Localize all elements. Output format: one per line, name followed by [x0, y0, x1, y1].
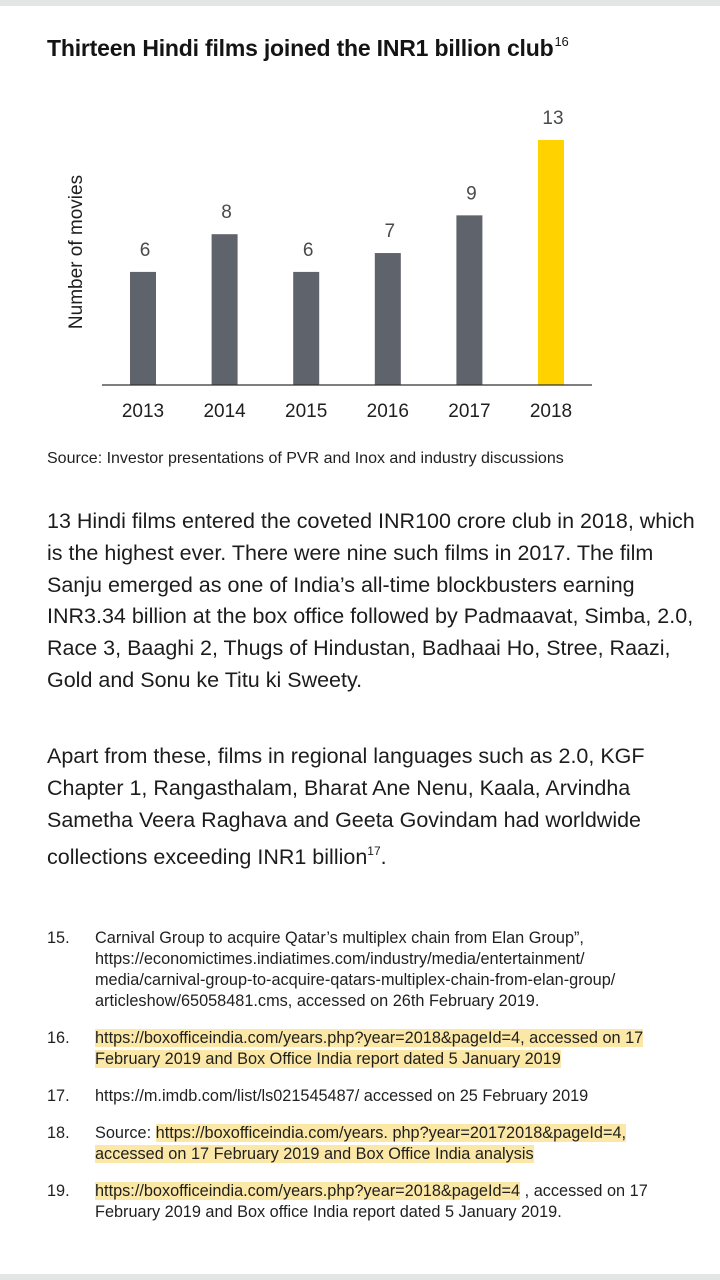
footnote-link[interactable]: https://boxofficeindia.com/years. php?year=20172018&pageId=4, accessed on 17 February 2019 and Box Office India analysis: [95, 1124, 627, 1163]
footnote-18: [47, 1123, 687, 1165]
footnote-number: 15.: [47, 929, 70, 947]
top-border: [0, 0, 720, 6]
bar-2014: [212, 234, 238, 385]
bar-2017: [456, 215, 482, 385]
bottom-border: [0, 1274, 720, 1280]
x-tick-label-2017: 2017: [448, 401, 491, 422]
footnotes-list: [47, 928, 687, 1239]
x-tick-label-2013: 2013: [121, 401, 165, 422]
data-label-2015: 6: [302, 239, 314, 261]
footnote-link[interactable]: https://boxofficeindia.com/years.php?year=2018&pageId=4: [95, 1182, 521, 1200]
footnote-link[interactable]: https://boxofficeindia.com/years.php?year=2018&pageId=4, accessed on 17 February 2019 and Box Office India report dated 5 January 2019: [95, 1029, 644, 1068]
data-label-2014: 8: [221, 202, 232, 224]
x-tick-label-2015: 2015: [285, 401, 328, 422]
footnote-15: [47, 928, 687, 1012]
x-tick-label-2018: 2018: [529, 401, 573, 422]
footnote-17: [47, 1086, 687, 1107]
bar-2016: [375, 253, 401, 385]
footnote-19: [47, 1181, 687, 1223]
bar-group: [122, 108, 572, 422]
footnote-ref-17[interactable]: 17: [367, 844, 381, 859]
paragraph-regional-films: Apart from these, films in regional languages such as 2.0, KGF Chapter 1, Rangasthalam, Bharat Ane Nenu, Kaala, Arvindha Sametha Veera Raghava and Geeta Govindam had worldwide collections exceeding INR1 billion$^{17}$.: [47, 744, 645, 870]
source-note: Source: Investor presentations of PVR and Inox and industry discussions: [47, 450, 564, 467]
data-label-2013: 6: [139, 239, 151, 261]
y-axis-label: Number of movies: [66, 174, 87, 330]
bar-2018: [538, 140, 564, 385]
bar-chart: [0, 90, 720, 430]
data-label-2016: 7: [384, 221, 396, 243]
x-tick-label-2014: 2014: [203, 401, 246, 422]
bar-2015: [293, 272, 319, 385]
title-footnote-ref[interactable]: 16: [554, 34, 569, 49]
footnote-number: 18.: [47, 1124, 70, 1142]
footnote-text[interactable]: Carnival Group to acquire Qatar’s multiplex chain from Elan Group”, https://economictimes.indiatimes.com/industry/media/entertainment/ media/carnival-group-to-acquire-qatars-multiplex-chain-from-elan-group/ articleshow/65058481.cms, accessed on 26th February 2019.: [95, 929, 616, 1010]
footnote-number: 19.: [47, 1182, 70, 1200]
footnote-prefix: Source:: [95, 1124, 156, 1142]
paragraph-box-office: 13 Hindi films entered the coveted INR100 crore club in 2018, which is the highest ever. There were nine such films in 2017. The film Sanju emerged as one of India’s all-time blockbusters earning INR3.34 billion at the box office followed by Padmaavat, Simba, 2.0, Race 3, Baaghi 2, Thugs of Hindustan, Badhaai Ho, Stree, Raazi, Gold and Sonu ke Titu ki Sweety.: [47, 509, 695, 692]
footnote-number: 17.: [47, 1087, 70, 1105]
footnote-suffix: , accessed on 17 February 2019 and Box office India report dated 5 January 2019.: [95, 1182, 648, 1221]
chart-title: Thirteen Hindi films joined the INR1 billion club$^{16}$: [47, 34, 569, 61]
footnote-number: 16.: [47, 1029, 70, 1047]
x-tick-label-2016: 2016: [366, 401, 409, 422]
data-label-2018: 13: [542, 107, 564, 129]
footnote-link[interactable]: https://m.imdb.com/list/ls021545487/ accessed on 25 February 2019: [95, 1087, 589, 1105]
data-label-2017: 9: [466, 183, 477, 205]
bar-2013: [130, 272, 156, 385]
footnote-16: [47, 1028, 687, 1070]
